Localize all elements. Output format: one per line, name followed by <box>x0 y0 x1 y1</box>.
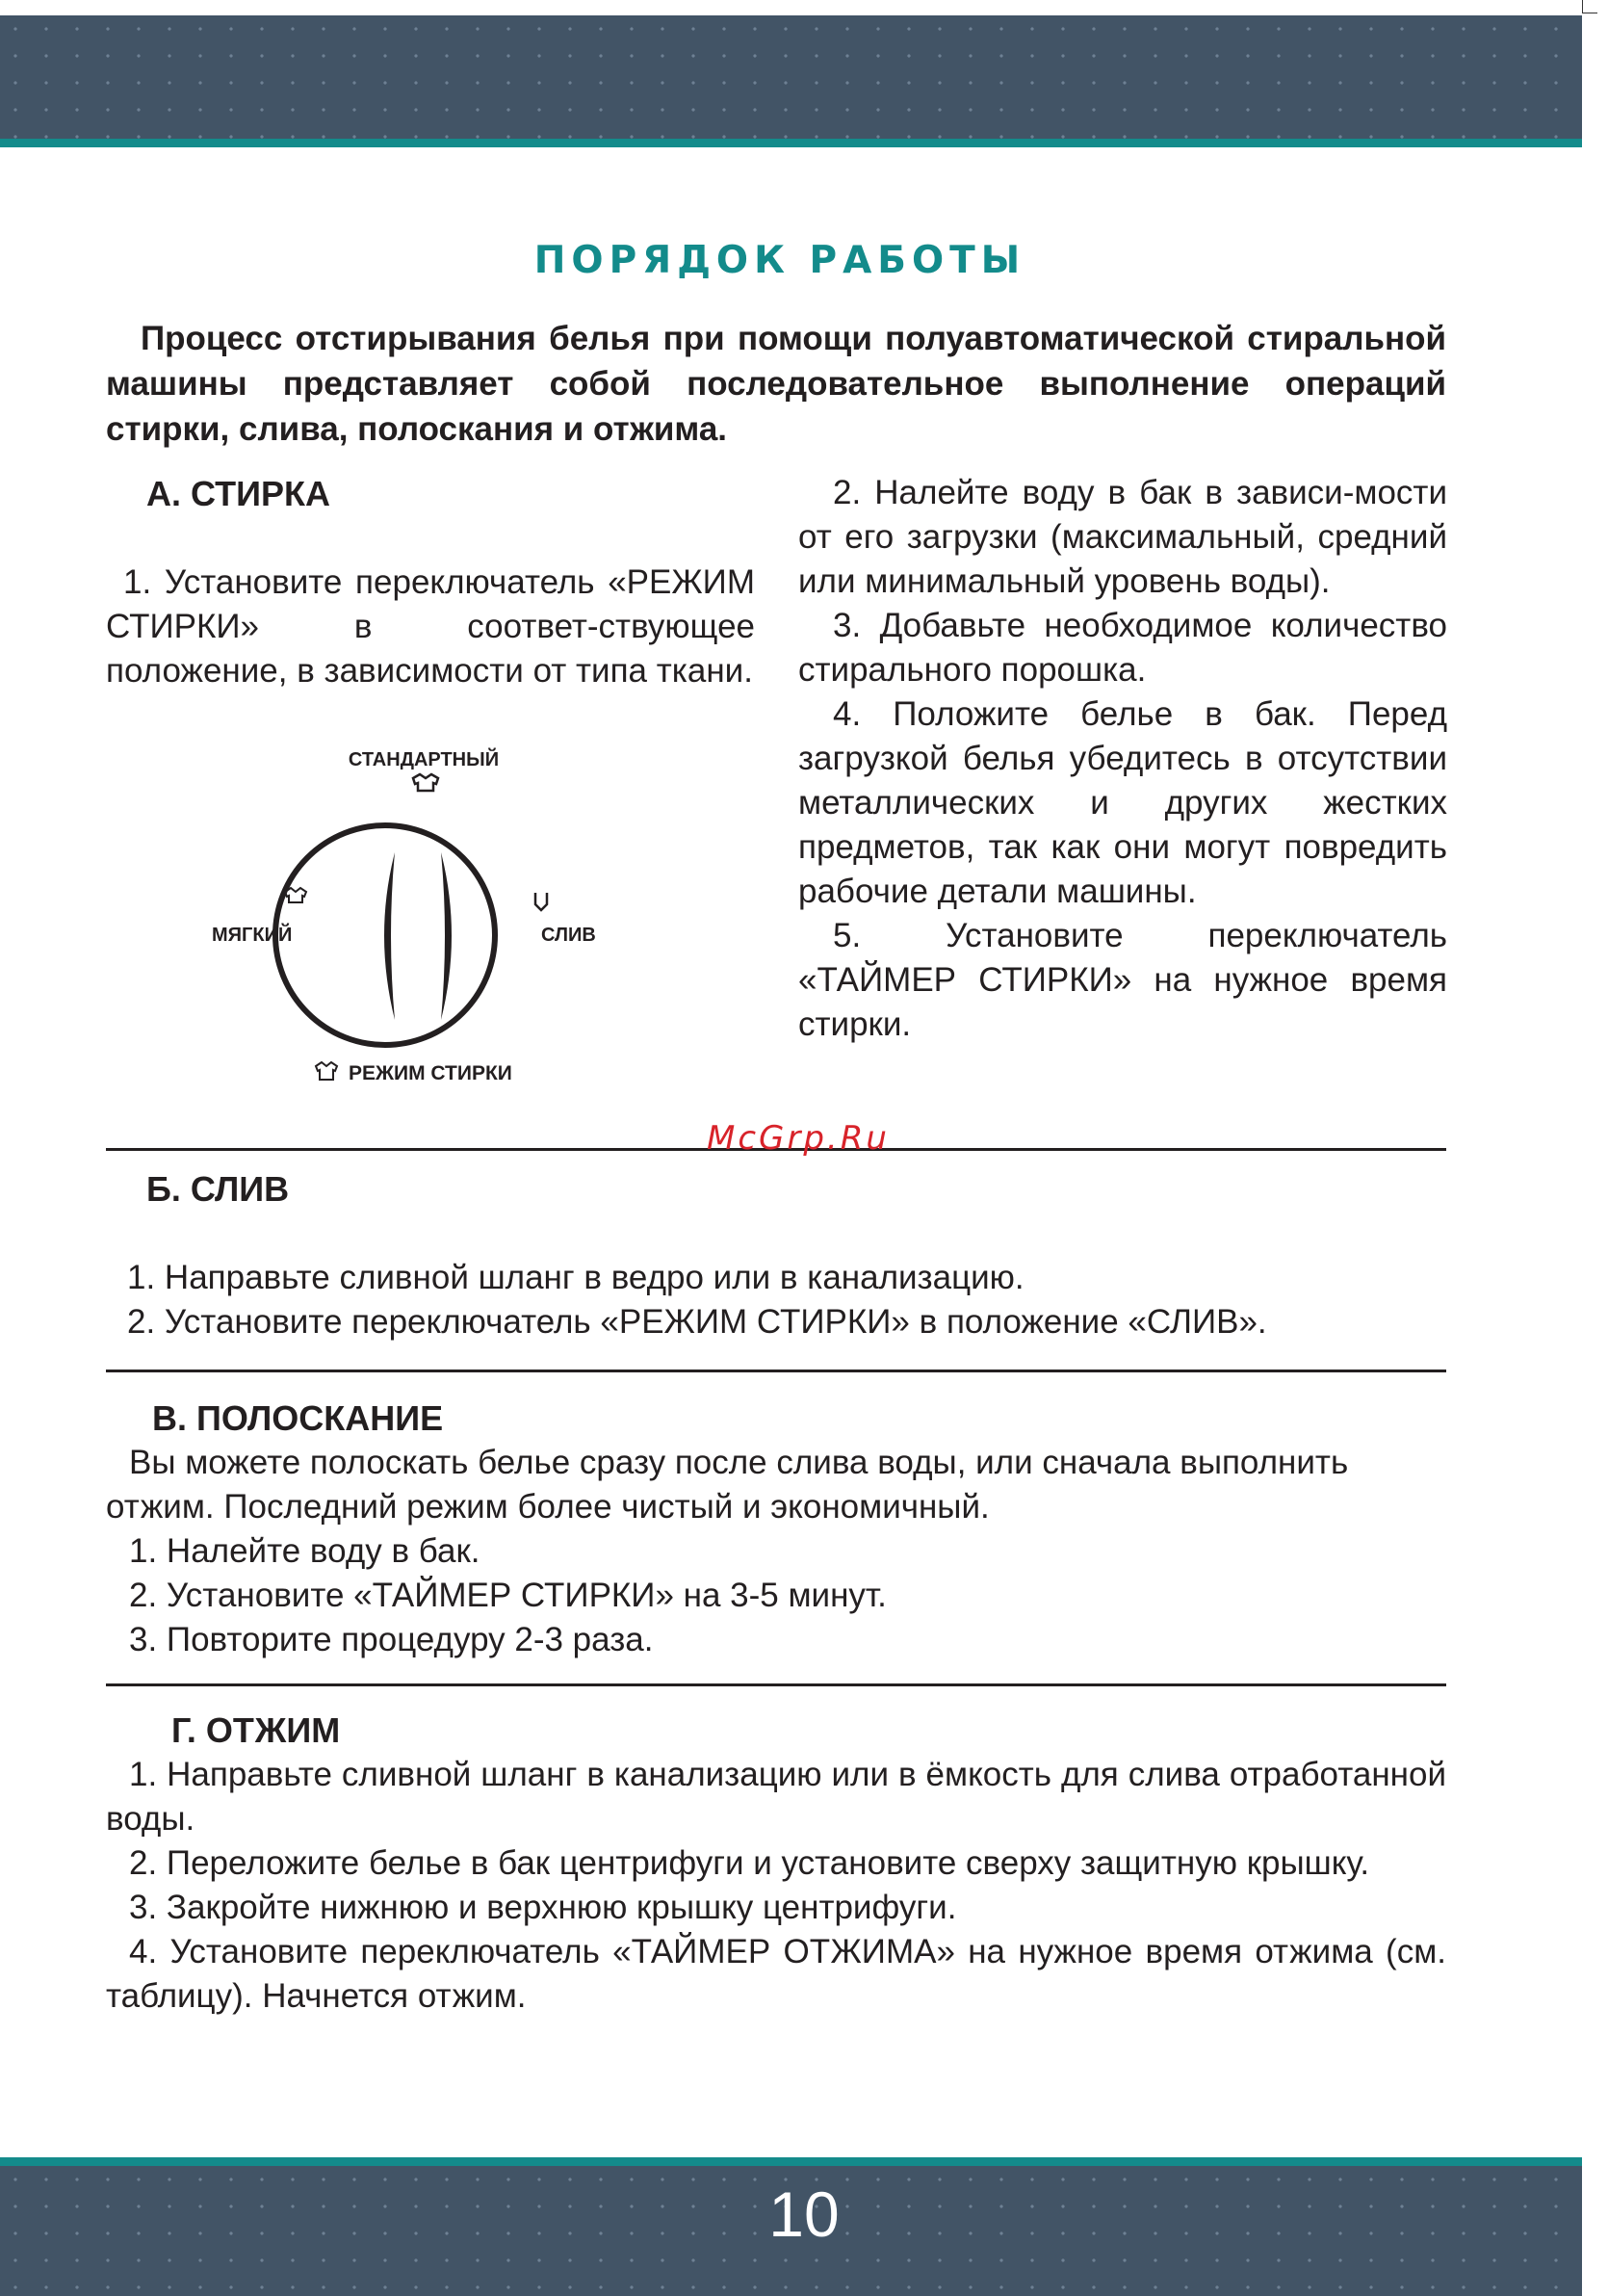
section-b <box>106 1166 1446 1344</box>
drain-icon <box>535 893 547 910</box>
section-c-step-3: 3. Повторите процедуру 2-3 раза. <box>129 1621 654 1658</box>
section-c-step-2: 2. Установите «ТАЙМЕР СТИРКИ» на 3-5 минут. <box>129 1577 887 1614</box>
watermark: McGrp.Ru <box>707 1119 890 1158</box>
section-b-step-1: 1. Направьте сливной шланг в ведро или в канализацию. <box>127 1259 1024 1296</box>
wash-mode-dial <box>202 746 596 1103</box>
divider-2 <box>106 1370 1446 1372</box>
section-d-step-1: 1. Направьте сливной шланг в канализацию или в ёмкость для слива отработанной воды. <box>106 1756 1446 1838</box>
page-number: 10 <box>768 2179 840 2250</box>
section-a-right-column <box>798 471 1447 1047</box>
section-a-left-column <box>106 471 755 693</box>
section-d-step-2: 2. Переложите белье в бак центрифуги и установите сверху защитную крышку. <box>129 1844 1370 1882</box>
section-d-heading: Г. ОТЖИМ <box>171 1710 341 1750</box>
section-b-step-2: 2. Установите переключатель «РЕЖИМ СТИРКИ» в положение «СЛИВ». <box>127 1303 1267 1341</box>
page-title: ПОРЯДОК РАБОТЫ <box>533 239 1026 282</box>
section-a-step-5: 5. Установите переключатель «ТАЙМЕР СТИРКИ» на нужное время стирки. <box>798 917 1447 1043</box>
dial-label-soft: МЯГКИЙ <box>212 925 293 946</box>
intro-paragraph: Процесс отстирывания белья при помощи полуавтоматической стиральной машины представляет собой последовательное выполнение операций стирки, слива, полоскания и отжима. <box>106 320 1446 448</box>
section-a-step-2: 2. Налейте воду в бак в зависи-мости от его загрузки (максимальный, средний или минимальный уровень воды). <box>798 474 1447 600</box>
section-a-heading: А. СТИРКА <box>146 474 330 513</box>
shirt-icon <box>413 774 438 791</box>
dial-caption: РЕЖИМ СТИРКИ <box>349 1062 512 1084</box>
section-c-heading: В. ПОЛОСКАНИЕ <box>152 1398 444 1438</box>
section-d-step-3: 3. Закройте нижнюю и верхнюю крышку центрифуги. <box>129 1889 957 1926</box>
section-a-step-3: 3. Добавьте необходимое количество стирального порошка. <box>798 607 1447 689</box>
section-a-step-1: 1. Установите переключатель «РЕЖИМ СТИРКИ» в соответ-ствующее положение, в зависимости от типа ткани. <box>106 563 755 690</box>
dial-label-drain: СЛИВ <box>541 925 596 946</box>
section-c-step-1: 1. Налейте воду в бак. <box>129 1532 480 1570</box>
section-b-heading: Б. СЛИВ <box>146 1169 290 1209</box>
header-band <box>0 15 1582 147</box>
section-c-note: Вы можете полоскать белье сразу после слива воды, или сначала выполнить отжим. Последний режим более чистый и экономичный. <box>106 1444 1349 1526</box>
section-d-step-4: 4. Установите переключатель «ТАЙМЕР ОТЖИМА» на нужное время отжима (см. таблицу). Начнется отжим. <box>106 1933 1446 2015</box>
section-a-step-4: 4. Положите белье в бак. Перед загрузкой белья убедитесь в отсутствии металлических и других жестких предметов, так как они могут повредить рабочие детали машины. <box>798 695 1447 910</box>
section-d <box>106 1708 1446 2019</box>
dial-label-standard: СТАНДАРТНЫЙ <box>348 749 500 770</box>
wash-mode-icon <box>316 1062 337 1080</box>
divider-3 <box>106 1683 1446 1686</box>
section-c <box>106 1396 1446 1662</box>
crop-mark <box>1582 0 1597 13</box>
